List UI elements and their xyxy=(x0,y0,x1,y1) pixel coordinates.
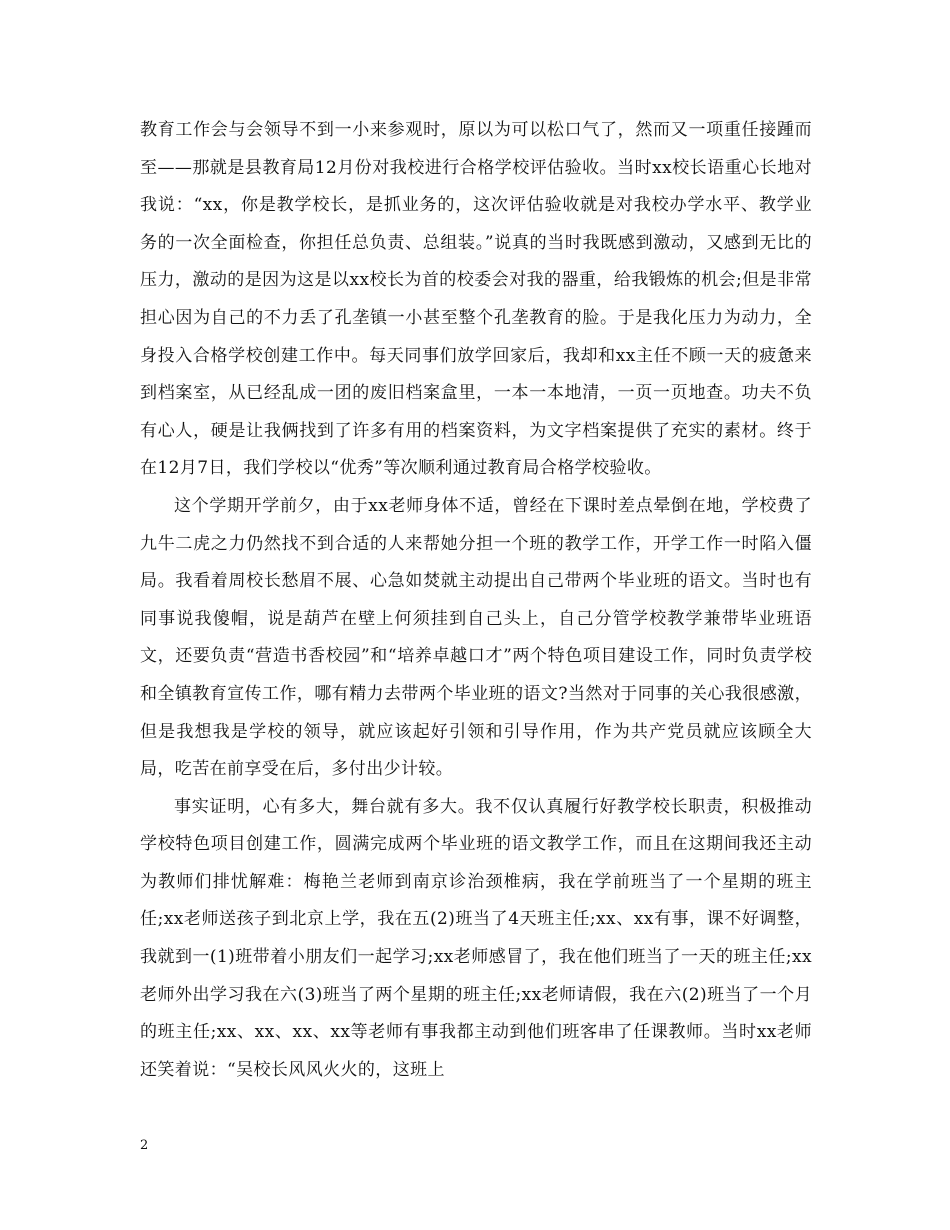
paragraph-3: 事实证明，心有多大，舞台就有多大。我不仅认真履行好教学校长职责，积极推动学校特色项目创建工作，圆满完成两个毕业班的语文教学工作，而且在这期间我还主动为教师们排忧解难：梅艳兰老师到南京诊治颈椎病，我在学前班当了一个星期的班主任;xx老师送孩子到北京上学，我在五(2)班当了4天班主任;xx、xx有事，课不好调整，我就到一(1)班带着小朋友们一起学习;xx老师感冒了，我在他们班当了一天的班主任;xx老师外出学习我在六(3)班当了两个星期的班主任;xx老师请假，我在六(2)班当了一个月的班主任;xx、xx、xx、xx等老师有事我都主动到他们班客串了任课教师。当时xx老师还笑着说：“吴校长风风火火的，这班上 xyxy=(140,796,812,1080)
document-body xyxy=(140,112,812,1089)
page-number: 2 xyxy=(140,1138,149,1153)
paragraph-1: 教育工作会与会领导不到一小来参观时，原以为可以松口气了，然而又一项重任接踵而至——那就是县教育局12月份对我校进行合格学校评估验收。当时xx校长语重心长地对我说：“xx，你是教学校长，是抓业务的，这次评估验收就是对我校办学水平、教学业务的一次全面检查，你担任总负责、总组装。”说真的当时我既感到激动，又感到无比的压力，激动的是因为这是以xx校长为首的校委会对我的器重，给我锻炼的机会;但是非常担心因为自己的不力丢了孔垄镇一小甚至整个孔垄教育的脸。于是我化压力为动力，全身投入合格学校创建工作中。每天同事们放学回家后，我却和xx主任不顾一天的疲惫来到档案室，从已经乱成一团的废旧档案盒里，一本一本地清，一页一页地查。功夫不负有心人，硬是让我俩找到了许多有用的档案资料，为文字档案提供了充实的素材。终于在12月7日，我们学校以“优秀”等次顺利通过教育局合格学校验收。 xyxy=(140,120,812,479)
paragraph-2: 这个学期开学前夕，由于xx老师身体不适，曾经在下课时差点晕倒在地，学校费了九牛二虎之力仍然找不到合适的人来帮她分担一个班的教学工作，开学工作一时陷入僵局。我看着周校长愁眉不展、心急如焚就主动提出自己带两个毕业班的语文。当时也有同事说我傻帽，说是葫芦在壁上何须挂到自己头上，自己分管学校教学兼带毕业班语文，还要负责“营造书香校园”和“培养卓越口才”两个特色项目建设工作，同时负责学校和全镇教育宣传工作，哪有精力去带两个毕业班的语文?当然对于同事的关心我很感激，但是我想我是学校的领导，就应该起好引领和引导作用，作为共产党员就应该顾全大局，吃苦在前享受在后，多付出少计较。 xyxy=(140,495,812,780)
